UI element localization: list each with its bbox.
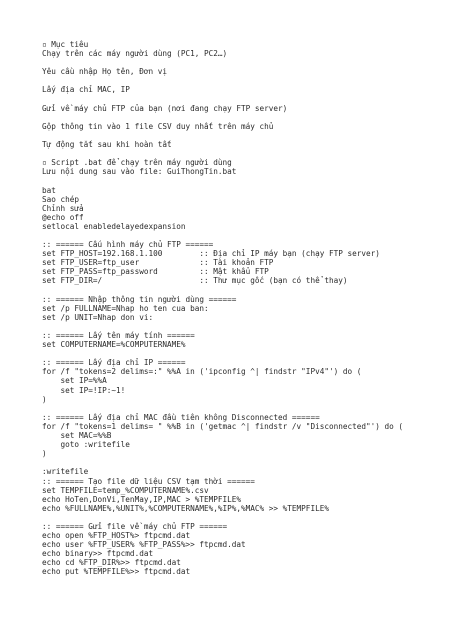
document-line: :: ====== Nhập thông tin người dùng ====== (42, 294, 237, 304)
document-line: Yêu cầu nhập Họ tên, Đơn vị (42, 67, 167, 77)
document-line: ▫ Script .bat để chạy trên máy người dùng (42, 158, 232, 168)
document-line: :: ====== Cấu hình máy chủ FTP ====== (42, 240, 214, 250)
blank-line (42, 76, 444, 85)
document-line: :: ====== Tạo file dữ liệu CSV tạm thời ====== (42, 476, 255, 486)
document-line: set /p UNIT=Nhap don vi: (42, 312, 154, 322)
document-line: Chỉnh sửa (42, 203, 84, 213)
document-line: echo put %TEMPFILE%>> ftpcmd.dat (42, 567, 191, 577)
document-line: set IP=!IP:~1! (42, 385, 126, 395)
document-line: goto :writefile (42, 440, 130, 450)
document-line: ▫ Mục tiêu (42, 40, 89, 49)
blank-line (42, 458, 444, 467)
blank-line (42, 286, 444, 295)
document-line: :: ====== Lấy địa chỉ MAC đầu tiên không Disconnected ====== (42, 412, 320, 422)
document-line: echo binary>> ftpcmd.dat (42, 549, 154, 559)
document-line: echo open %FTP_HOST%> ftpcmd.dat (42, 531, 191, 541)
blank-line (42, 513, 444, 522)
document-line: :: ====== Lấy tên máy tính ====== (42, 331, 195, 340)
blank-line (42, 176, 444, 185)
blank-line (42, 349, 444, 358)
blank-line (42, 113, 444, 122)
document-line: Chạy trên các máy người dùng (PC1, PC2…) (42, 49, 228, 59)
document-line: Sao chép (42, 194, 80, 204)
document-line: @echo off (42, 212, 84, 222)
document-line: Tự động tắt sau khi hoàn tất (42, 140, 172, 150)
document-line: ) (42, 449, 47, 459)
document-line: set FTP_PASS=ftp_password :: Mật khẩu FTP (42, 267, 269, 277)
blank-line (42, 58, 444, 67)
blank-line (42, 322, 444, 331)
document-line: set /p FULLNAME=Nhap ho ten cua ban: (42, 303, 209, 313)
document-line: set MAC=%%B (42, 431, 112, 441)
document-line: echo cd %FTP_DIR%>> ftpcmd.dat (42, 558, 181, 568)
document-line: ) (42, 394, 47, 404)
document-line: set FTP_HOST=192.168.1.100 :: Địa chỉ IP máy bạn (chạy FTP server) (42, 249, 380, 259)
blank-line (42, 95, 444, 104)
document-line: set IP=%%A (42, 376, 107, 386)
blank-line (42, 231, 444, 240)
document-line: set COMPUTERNAME=%COMPUTERNAME% (42, 340, 186, 350)
document-line: :: ====== Gửi file về máy chủ FTP ====== (42, 521, 228, 531)
document-line: echo user %FTP_USER% %FTP_PASS%>> ftpcmd.dat (42, 540, 246, 550)
document-line: :writefile (42, 467, 89, 477)
document-line: bat (42, 185, 56, 195)
document-line: set FTP_USER=ftp_user :: Tài khoản FTP (42, 258, 274, 268)
document-line: echo HoTen,DonVi,TenMay,IP,MAC > %TEMPFILE% (42, 494, 242, 504)
document-line: for /f "tokens=1 delims= " %%B in ('getmac ^| findstr /v "Disconnected"') do ( (42, 421, 404, 431)
blank-line (42, 404, 444, 413)
document-line: :: ====== Lấy địa chỉ IP ====== (42, 358, 186, 368)
document-line: Gửi về máy chủ FTP của bạn (nơi đang chạy FTP server) (42, 103, 288, 113)
blank-line (42, 149, 444, 158)
blank-line (42, 131, 444, 140)
document-line: for /f "tokens=2 delims=:" %%A in ('ipconfig ^| findstr "IPv4"') do ( (42, 367, 362, 377)
document-line: echo %FULLNAME%,%UNIT%,%COMPUTERNAME%,%IP%,%MAC% >> %TEMPFILE% (42, 503, 329, 513)
document-line: Lấy địa chỉ MAC, IP (42, 85, 130, 95)
document-line: set TEMPFILE=temp_%COMPUTERNAME%.csv (42, 485, 209, 495)
document-line: Lưu nội dung sau vào file: GuiThongTin.bat (42, 167, 237, 177)
document-line: set FTP_DIR=/ :: Thư mục gốc (bạn có thể thay) (42, 276, 348, 286)
document-line: setlocal enabledelayedexpansion (42, 221, 186, 231)
document-line: Gộp thông tin vào 1 file CSV duy nhất trên máy chủ (42, 121, 274, 131)
